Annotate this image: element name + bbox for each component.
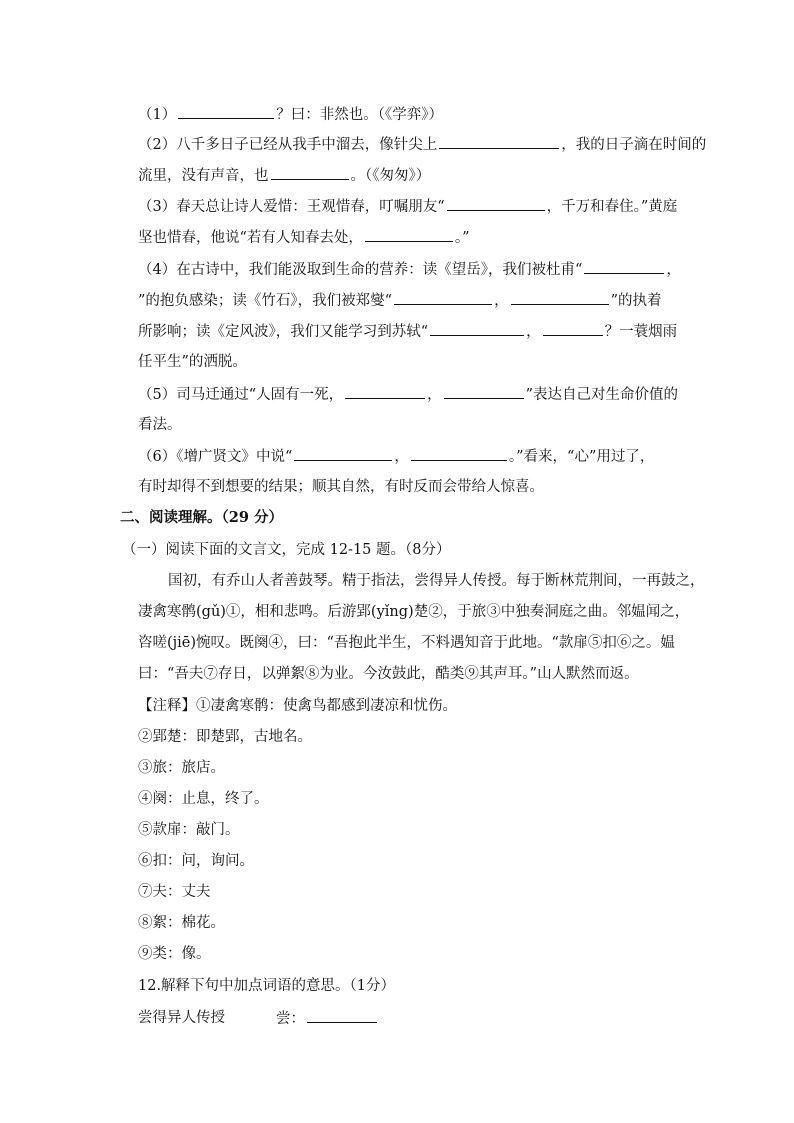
q3-text: ，千万和春住。”黄庭 [546,199,678,215]
question-4-line-1 [138,259,681,280]
q4-text: ？一蓑烟雨 [604,324,678,340]
q5-text: ， [427,387,442,403]
question-3-line-2 [138,227,470,248]
subsection-heading: （一）阅读下面的文言文，完成 12-15 题。（8分） [122,542,451,558]
question-6-line-1 [138,446,654,467]
fill-blank[interactable] [444,384,524,399]
fill-blank[interactable] [584,259,664,274]
question-5-line-1 [138,384,678,405]
q6-text: （6）《增广贤文》中说“ [138,449,293,465]
fill-blank[interactable] [307,1008,377,1023]
passage-line: 咨嗟(jiē)惋叹。既阕④，曰：“吾抱此半生，不料遇知音于此地。“款扉⑤扣⑥之。媪 [138,635,675,651]
q5-text: ”表达自己对生命价值的 [525,387,679,403]
passage-line: 国初，有乔山人者善鼓琴。精于指法，尝得异人传授。每于断林荒荆间，一再鼓之， [168,573,705,589]
q4-text: ”的执着 [610,293,662,309]
note-line: ⑤款扉：敲门。 [138,822,240,838]
q4-text: 所影响；读《定风波》，我们又能学习到苏轼“ [138,324,429,340]
question-1 [138,104,443,125]
q1-prefix: （1） [138,107,177,123]
q12-label: 尝： [276,1011,305,1027]
q2-text: 。（《匆匆》） [350,168,431,184]
question-12-prompt: 12.解释下句中加点词语的意思。（1分） [138,978,396,994]
q4-text: ， [526,324,541,340]
question-5-line-2 [138,415,182,435]
q5-text: 看法。 [138,417,182,433]
q1-suffix: ？曰：非然也。（《学弈》） [276,107,443,123]
q3-text: （3）春天总让诗人爱惜：王观惜春，叮嘱朋友“ [138,199,445,215]
q6-text: 。”看来，“心”用过了， [508,449,655,465]
q5-text: （5）司马迁通过“人固有一死， [138,387,344,403]
fill-blank[interactable] [430,321,524,336]
q3-text: 。” [454,230,470,246]
question-12-sentence: 尝得异人传授 [138,1010,225,1026]
question-6-line-2 [138,477,544,497]
q2-text: （2）八千多日子已经从我手中溜去，像针尖上 [138,137,438,153]
note-line: ④阕：止息，终了。 [138,791,269,807]
note-line: 【注释】①凄禽寒鹘：使禽鸟都感到凄凉和忧伤。 [138,698,457,714]
q4-text: ， [666,262,681,278]
fill-blank[interactable] [365,227,453,242]
question-4-line-4 [138,352,247,372]
question-12-answer [276,1008,379,1029]
question-3-line-1 [138,196,677,217]
note-line: ②郢楚：即楚郢，古地名。 [138,729,312,745]
passage-line: 凄禽寒鹘(gǔ)①，相和悲鸣。后游郢(yǐng)楚②，于旅③中独奏洞庭之曲。邻媪闻之， [138,604,690,620]
fill-blank[interactable] [411,446,507,461]
fill-blank[interactable] [439,134,559,149]
q4-text: 任平生”的洒脱。 [138,354,247,370]
q6-text: ， [394,449,409,465]
fill-blank[interactable] [447,196,545,211]
fill-blank[interactable] [543,321,603,336]
q6-text: 有时却得不到想要的结果；顺其自然，有时反而会带给人惊喜。 [138,479,544,495]
question-2-line-1 [138,134,706,155]
q4-text: ”的抱负感染；读《竹石》，我们被郑燮“ [138,293,393,309]
q3-text: 坚也惜春，他说“若有人知春去处， [138,230,363,246]
question-4-line-3 [138,321,677,342]
note-line: ③旅：旅店。 [138,760,225,776]
note-line: ⑧絮：棉花。 [138,915,225,931]
question-2-line-2 [138,165,430,186]
note-line: ⑨类：像。 [138,946,211,962]
fill-blank[interactable] [511,290,609,305]
q4-text: ， [494,293,509,309]
note-line: ⑦夫：丈夫 [138,884,211,900]
fill-blank[interactable] [294,446,392,461]
q4-text: （4）在古诗中，我们能汲取到生命的营养：读《望岳》，我们被杜甫“ [138,262,583,278]
fill-blank[interactable] [271,165,349,180]
fill-blank[interactable] [345,384,425,399]
passage-line: 曰：“吾夫⑦存日，以弹絮⑧为业。今汝鼓此，酷类⑨其声耳。”山人默然而返。 [138,666,639,682]
section-heading: 二、阅读理解。（29 分） [120,509,283,526]
fill-blank[interactable] [394,290,492,305]
question-4-line-2 [138,290,662,311]
fill-blank[interactable] [178,104,274,119]
note-line: ⑥扣：问，询问。 [138,853,254,869]
q2-text: ，我的日子滴在时间的 [561,137,707,153]
q2-text: 流里，没有声音，也 [138,168,269,184]
